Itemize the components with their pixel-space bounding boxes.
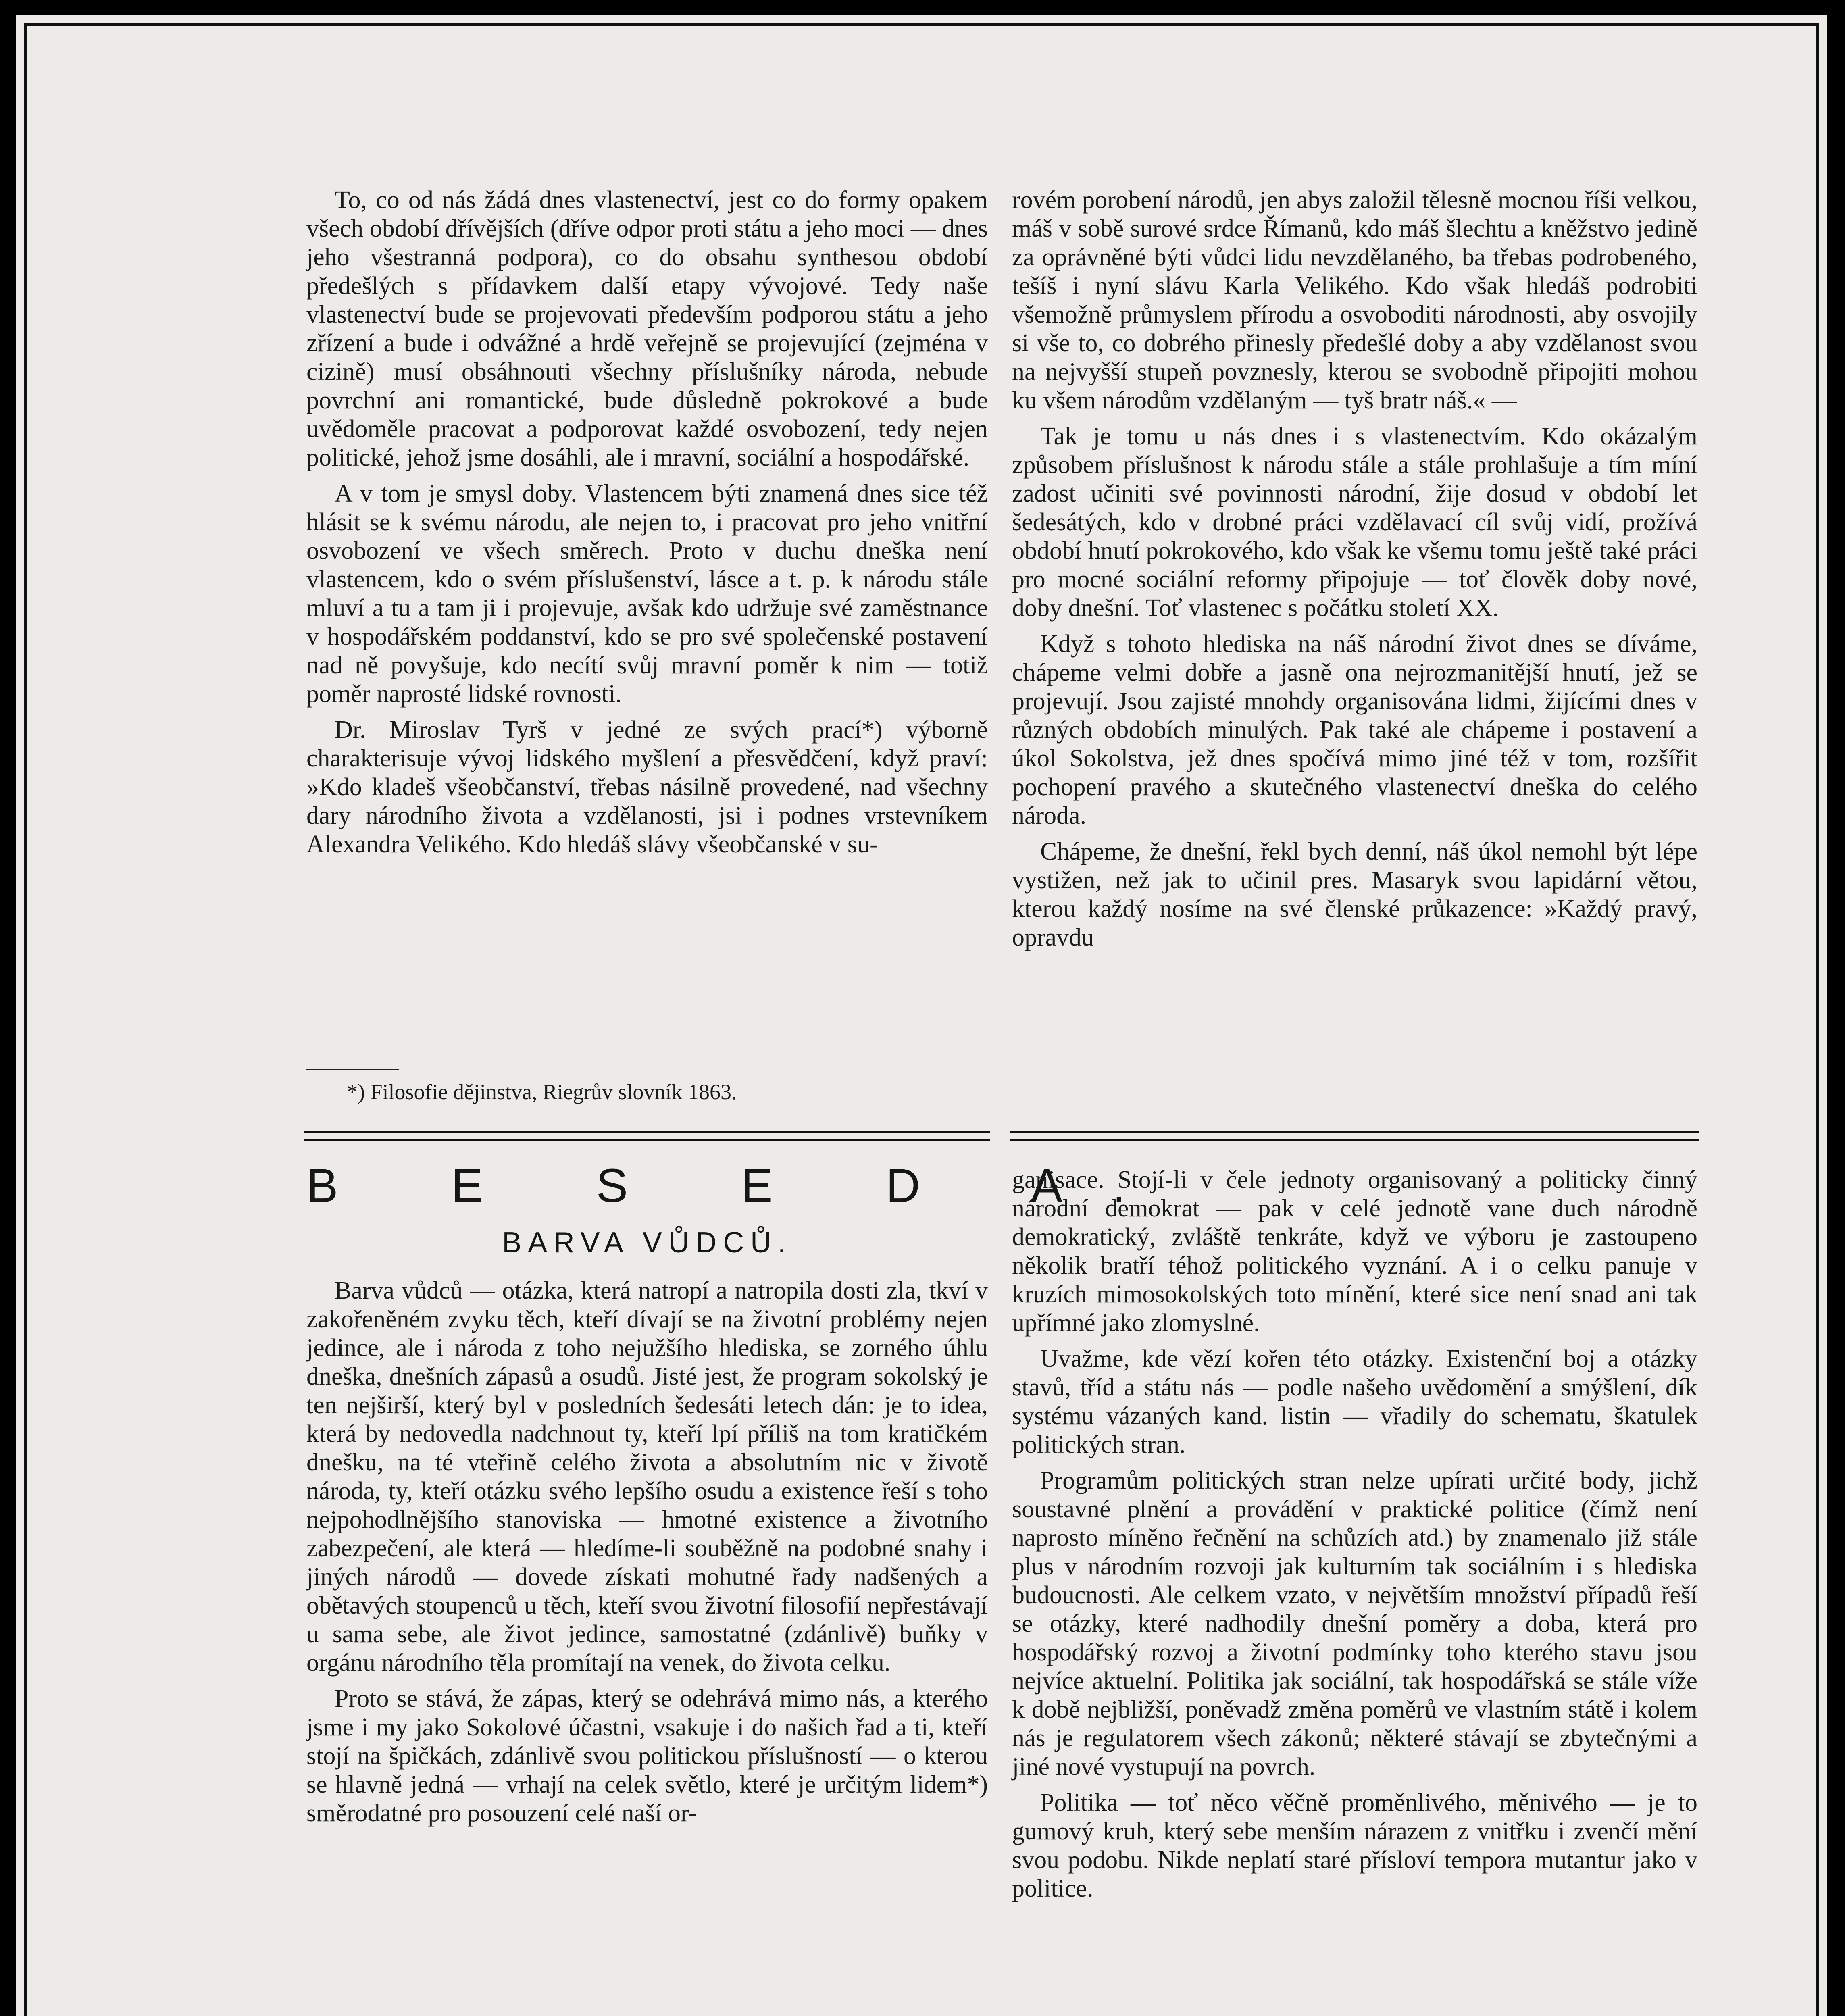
paragraph: Politika — toť něco věčně proměnlivého, měnivého — je to gumový kruh, který sebe menším nárazem z vnitřku i zvenčí mění svou podobu. Nikde neplatí staré přísloví tempora mutantur jako v politice. — [1012, 1789, 1697, 1902]
article-right-column — [1012, 186, 1697, 952]
paragraph: Chápeme, že dnešní, řekl bych denní, náš úkol nemohl být lépe vystižen, než jak to učinil pres. Masaryk svou lapidární větou, kterou každý nosíme na své členské průkazence: »Každý pravý, opravdu — [1012, 838, 1697, 951]
article-left-column — [306, 186, 988, 859]
scanned-page — [16, 15, 1827, 2016]
paragraph: Barva vůdců — otázka, která natropí a natropila dosti zla, tkví v zakořeněném zvyku těch, kteří dívají se na životní problémy nejen jedince, ale i národa z toho nejužšího hlediska, se zorného úhlu dneška, dnešních zápasů a osudů. Jisté jest, že program sokolský je ten nejširší, který byl v posledních šedesáti letech dán: je to idea, která by nedovedla nadchnout ty, kteří lpí příliš na tom kratičkém dnešku, na té vteřině celého života a absolutním nic v životě národa, ty, kteří otázku svého lepšího osudu a existence řeší s toho nejpohodlnějšího stanoviska — hmotné existence a životního zabezpečení, ale která — hledíme-li souběžně na podobné snahy i jiných národů — dovede získati mohutné řady nadšených a obětavých stoupenců u těch, kteří svou životní filosofií nepřestávají u sama sebe, ale život jedince, samostatné (zdánlivě) buňky v orgánu národního těla promítají na venek, do života celku. — [306, 1277, 988, 1677]
section-divider — [1010, 1131, 1699, 1141]
paragraph: To, co od nás žádá dnes vlastenectví, jest co do formy opakem všech období dřívějších (dříve odpor proti státu a jeho moci — dnes jeho všestranná podpora), co do obsahu synthesou období předešlých s přídavkem další etapy vývojové. Tedy naše vlastenectví bude se projevovati především podporou státu a jeho zřízení a bude i odvážné a hrdě veřejně se projevující (zejména v cizině) musí obsáhnouti všechny příslušníky národa, nebude povrchní ani romantické, bude důsledně pokrokové a bude uvědoměle pracovat a podporovat každé osvobození, tedy nejen politické, jehož jsme dosáhli, ale i mravní, sociální a hospodářské. — [306, 186, 988, 471]
paragraph: Proto se stává, že zápas, který se odehrává mimo nás, a kterého jsme i my jako Sokolové účastni, vsakuje i do našich řad a ti, kteří stojí na špičkách, zdánlivě svou politickou příslušností — o kterou se hlavně jedná — vrhají na celek světlo, které je určitým lidem*) směrodatné pro posouzení celé naší or- — [306, 1685, 988, 1827]
paragraph: Tak je tomu u nás dnes i s vlastenectvím. Kdo okázalým způsobem příslušnost k národu stále a stále prohlašuje a tím míní zadost učiniti své povinnosti národní, žije dosud v období let šedesátých, kdo v drobné práci vzdělavací cíl svůj vidí, prožívá období hnutí pokrokového, kdo však ke všemu tomu ještě také práci pro mocné sociální reformy připojuje — toť člověk doby nové, doby dnešní. Toť vlastenec s počátku století XX. — [1012, 423, 1697, 622]
paragraph: Když s tohoto hlediska na náš národní život dnes se díváme, chápeme velmi dobře a jasně ona nejrozmanitější hnutí, jež se projevují. Jsou zajisté mnohdy organisována lidmi, žijícími dnes v různých obdobích minulých. Pak také ale chápeme i postavení a úkol Sokolstva, jež dnes spočívá mimo jiné též v tom, rozšířit pochopení pravého a skutečného vlastenectví dneška do celého národa. — [1012, 630, 1697, 829]
section-divider — [304, 1131, 990, 1141]
paragraph: A v tom je smysl doby. Vlastencem býti znamená dnes sice též hlásit se k svému národu, ale nejen to, i pracovat pro jeho vnitřní osvobození ve všech směrech. Proto v duchu dneška není vlastencem, kdo o svém příslušenství, lásce a t. p. k národu stále mluví a tu a tam ji i projevuje, avšak kdo udržuje své zaměstnance v hospodářském poddanství, kdo se pro své společenské postavení nad ně povyšuje, kdo necítí svůj mravní poměr k nim — totiž poměr naprosté lidské rovnosti. — [306, 480, 988, 708]
paragraph: Dr. Miroslav Tyrš v jedné ze svých prací*) výborně charakterisuje vývoj lidského myšlení a přesvědčení, když praví: »Kdo kladeš všeobčanství, třebas násilně provedené, nad všechny dary národního života a vzdělanosti, jsi i podnes vrstevníkem Alexandra Velikého. Kdo hledáš slávy všeobčanské v su- — [306, 716, 988, 858]
section-title: B E S E D A. — [306, 1159, 1176, 1212]
beseda-left-column — [306, 1277, 988, 1828]
footnote-rule — [306, 1069, 399, 1070]
paragraph: ganisace. Stojí-li v čele jednoty organisovaný a politicky činný národní demokrat — pak v celé jednotě vane duch národně demokratický, zvláště tenkráte, když ve výboru je zastoupeno několik bratří téhož politického vyznání. A i o celku panuje v kruzích mimosokolských toto mínění, které sice není snad ani tak upřímné jako zlomyslné. — [1012, 1166, 1697, 1337]
paragraph: Uvažme, kde vězí kořen této otázky. Existenční boj a otázky stavů, tříd a státu nás — podle našeho uvědomění a smýšlení, dík systému vázaných kand. listin — vřadily do schematu, škatulek politických stran. — [1012, 1345, 1697, 1458]
paragraph: rovém porobení národů, jen abys založil tělesně mocnou říši velkou, máš v sobě surové srdce Římanů, kdo máš šlechtu a kněžstvo jedině za oprávněné býti vůdci lidu nevzdělaného, ba třebas podrobeného, tešíš i nyní slávu Karla Velikého. Kdo však hledáš podrobiti všemožně průmyslem přírodu a osvoboditi národnosti, aby osvojily si vše to, co dobrého přinesly předešlé doby a aby vzdělanost svou na nejvyšší stupeň povznesly, kterou se svobodně připojiti mohou ku všem národům vzdělaným — tyš bratr náš.« — — [1012, 186, 1697, 414]
beseda-right-column — [1012, 1166, 1697, 1903]
article-title: BARVA VŮDCŮ. — [502, 1227, 792, 1259]
footnote: *) Filosofie dějinstva, Riegrův slovník 1863. — [347, 1080, 737, 1104]
paragraph: Programům politických stran nelze upírati určité body, jichž soustavné plnění a provádění v praktické politice (čímž není naprosto míněno řečnění na schůzích atd.) by znamenalo již stále plus v národním rozvoji jak kulturním tak sociálním i s hlediska budoucnosti. Ale celkem vzato, v největším množství případů řeší se otázky, které nadhodily dnešní poměry a doba, která pro hospodářský rozvoj a životní podmínky toho kterého stavu jsou nejvíce aktuelní. Politika jak sociální, tak hospodářská se stále víže k době nejbližší, poněvadž změna poměrů ve vlastním státě i kolem nás je regulatorem všech zákonů; některé stávají se zbytečnými a jiné nové vystupují na povrch. — [1012, 1467, 1697, 1781]
